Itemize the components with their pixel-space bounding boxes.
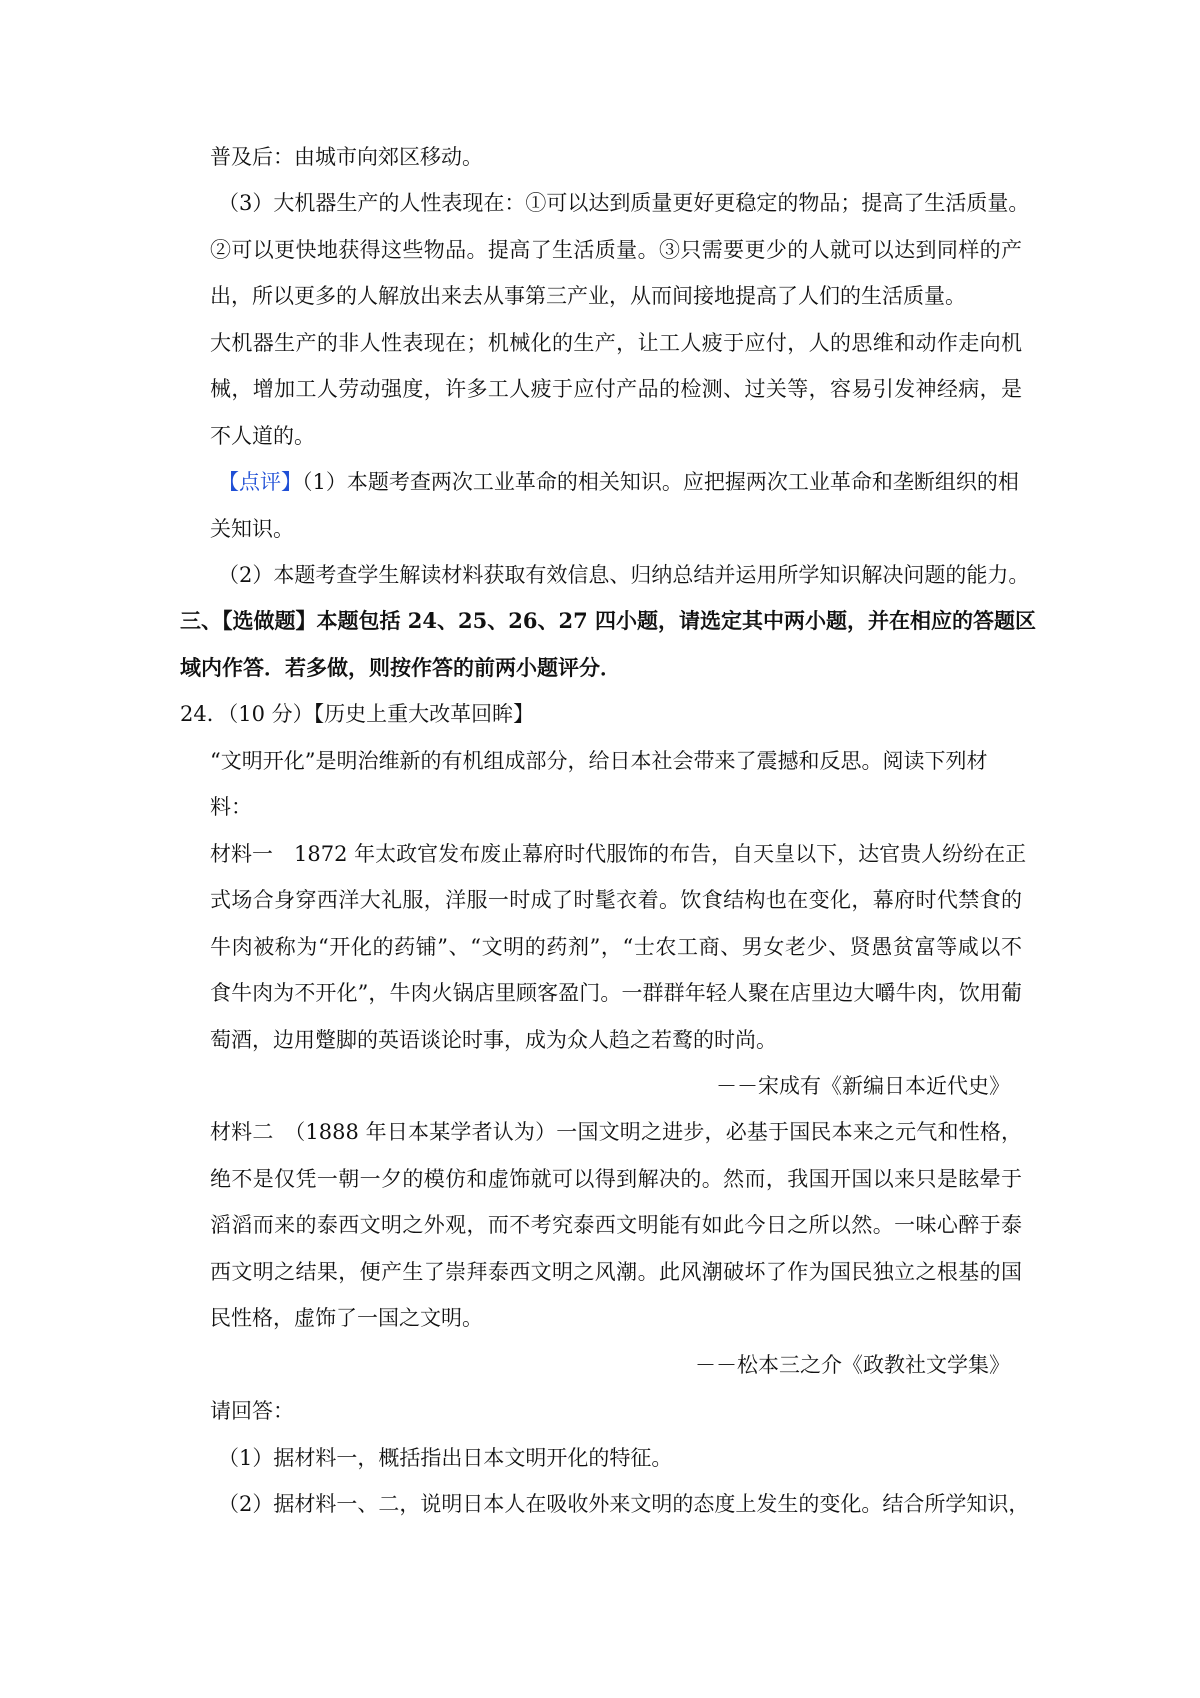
sub-question: （2）据材料一、二，说明日本人在吸收外来文明的态度上发生的变化。结合所学知识， <box>218 1492 1030 1516</box>
text-line: （2）本题考查学生解读材料获取有效信息、归纳总结并运用所学知识解决问题的能力。 <box>218 563 1030 587</box>
source-citation: －－宋成有《新编日本近代史》 <box>716 1074 1010 1098</box>
text-line: 关知识。 <box>210 517 294 541</box>
material-line: 式场合身穿西洋大礼服，洋服一时成了时髦衣着。饮食结构也在变化，幕府时代禁食的 <box>210 888 1022 912</box>
text-line: 械，增加工人劳动强度，许多工人疲于应付产品的检测、过关等，容易引发神经病，是 <box>210 377 1022 401</box>
prompt-line: 请回答： <box>210 1399 294 1423</box>
material-line: 食牛肉为不开化”，牛肉火锅店里顾客盈门。一群群年轻人聚在店里边大嚼牛肉，饮用葡 <box>210 981 1022 1005</box>
sub-question: （1）据材料一，概括指出日本文明开化的特征。 <box>218 1446 673 1470</box>
text-line: （3）大机器生产的人性表现在：①可以达到质量更好更稳定的物品；提高了生活质量。 <box>218 191 1030 215</box>
material-line: 材料一 1872 年太政官发布废止幕府时代服饰的布告，自天皇以下，达官贵人纷纷在正 <box>210 842 1027 866</box>
source-citation: －－松本三之介《政教社文学集》 <box>695 1353 1010 1377</box>
section-heading-cont: 域内作答．若多做，则按作答的前两小题评分． <box>180 655 621 680</box>
question-title: 24．（10 分）【历史上重大改革回眸】 <box>180 702 535 726</box>
material-line: 滔滔而来的泰西文明之外观，而不考究泰西文明能有如此今日之所以然。一味心醉于泰 <box>210 1213 1022 1237</box>
material-line: 牛肉被称为“开化的药铺”、“文明的药剂”，“士农工商、男女老少、贤愚贫富等咸以不 <box>210 935 1022 959</box>
review-text: （1）本题考查两次工业革命的相关知识。应把握两次工业革命和垄断组织的相 <box>302 470 1019 494</box>
material-line: 绝不是仅凭一朝一夕的模仿和虚饰就可以得到解决的。然而，我国开国以来只是眩晕于 <box>210 1167 1022 1191</box>
text-line: 出，所以更多的人解放出来去从事第三产业，从而间接地提高了人们的生活质量。 <box>210 284 966 308</box>
text-line: 大机器生产的非人性表现在；机械化的生产，让工人疲于应付，人的思维和动作走向机 <box>210 331 1022 355</box>
text-line: 料： <box>210 795 252 819</box>
review-line <box>218 467 1019 497</box>
review-label: 【点评】 <box>218 470 302 494</box>
section-heading: 三、【选做题】本题包括 24、25、26、27 四小题，请选定其中两小题，并在相应的答题区 <box>180 608 1037 633</box>
material-line: 民性格，虚饰了一国之文明。 <box>210 1306 483 1330</box>
material-line: 萄酒，边用蹩脚的英语谈论时事，成为众人趋之若鹜的时尚。 <box>210 1028 777 1052</box>
text-line: “文明开化”是明治维新的有机组成部分，给日本社会带来了震撼和反思。阅读下列材 <box>210 749 988 773</box>
text-line: 不人道的。 <box>210 424 315 448</box>
material-line: 材料二 （1888 年日本某学者认为）一国文明之进步，必基于国民本来之元气和性格， <box>210 1120 1022 1144</box>
material-line: 西文明之结果，便产生了崇拜泰西文明之风潮。此风潮破坏了作为国民独立之根基的国 <box>210 1260 1022 1284</box>
text-line: ②可以更快地获得这些物品。提高了生活质量。③只需要更少的人就可以达到同样的产 <box>210 238 1022 262</box>
text-line: 普及后：由城市向郊区移动。 <box>210 145 483 169</box>
